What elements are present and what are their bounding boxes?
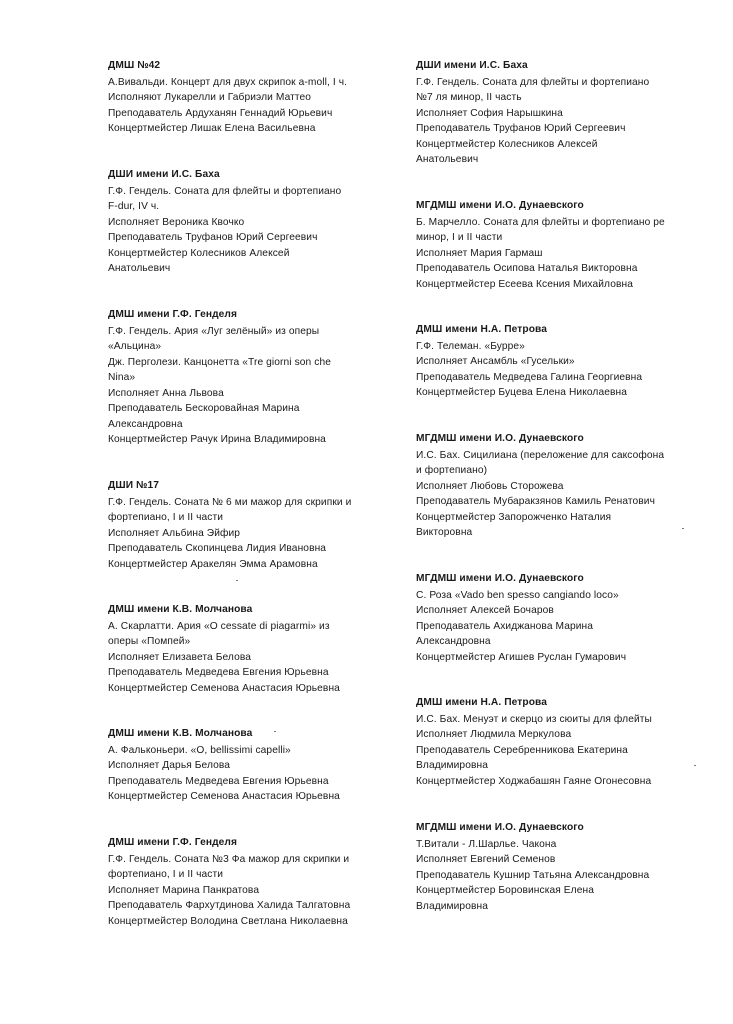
program-entry [416, 431, 678, 541]
entry-line: Концертмейстер Аракелян Эмма Арамовна [108, 558, 318, 570]
entry-line: Концертмейстер Колесников Алексей [108, 247, 290, 259]
entry-line: и фортепиано) [416, 465, 488, 476]
entry-line: фортепиано, I и II части [108, 869, 224, 880]
entry-line: И.С. Бах. Сицилиана (переложение для саксофона [416, 449, 665, 461]
entry-line: Концертмейстер Агишев Руслан Гумарович [416, 651, 627, 663]
school-name: ДМШ имени Г.Ф. Генделя [108, 837, 238, 848]
entry-line: Преподаватель Бескоровайная Марина [108, 403, 300, 414]
entry-line: Преподаватель Ардуханян Геннадий Юрьевич [108, 107, 333, 119]
program-entry [108, 835, 380, 929]
entry-line: «Альцина» [108, 341, 162, 352]
school-name: ДШИ имени И.С. Баха [416, 60, 528, 71]
entry-line: Исполняет Альбина Эйфир [108, 527, 241, 539]
entry-line: Концертмейстер Рачук Ирина Владимировна [108, 434, 326, 445]
entry-line: оперы «Помпей» [108, 636, 191, 647]
program-entry [416, 198, 678, 292]
school-name: МГДМШ имени И.О. Дунаевского [416, 573, 584, 584]
school-name: ДШИ имени И.С. Баха [108, 169, 220, 180]
entry-line: Исполняет Любовь Сторожева [416, 480, 564, 492]
entry-line: Б. Марчелло. Соната для флейты и фортепиано ре [416, 216, 665, 228]
entry-line: Преподаватель Мубаракзянов Камиль Ренатович [416, 496, 656, 507]
entry-line: Александровна [108, 418, 183, 430]
program-entry [108, 167, 380, 277]
entry-line: А.Вивальди. Концерт для двух скрипок a-moll, I ч. [108, 76, 348, 88]
entry-line: Nina» [108, 372, 136, 383]
entry-line: Преподаватель Медведева Галина Георгиевна [416, 371, 643, 383]
program-entry [416, 820, 678, 914]
program-entry [416, 571, 678, 665]
entry-line: Преподаватель Осипова Наталья Викторовна [416, 263, 638, 274]
entry-line: Исполняет Мария Гармаш [416, 247, 543, 259]
scan-speck [274, 731, 276, 732]
entry-line: Преподаватель Ахиджанова Марина [416, 620, 594, 632]
entry-line: Исполняют Лукарелли и Габриэли Маттео [108, 92, 312, 103]
scan-speck [682, 528, 684, 529]
entry-line: минор, I и II части [416, 232, 503, 243]
entry-line: Концертмейстер Колесников Алексей [416, 138, 598, 150]
school-name: МГДМШ имени И.О. Дунаевского [416, 200, 584, 211]
scan-speck [694, 765, 696, 766]
entry-line: Преподаватель Фархутдинова Халида Талгатовна [108, 900, 351, 911]
entry-line: Концертмейстер Семенова Анастасия Юрьевна [108, 791, 340, 802]
school-name: МГДМШ имени И.О. Дунаевского [416, 433, 584, 444]
school-name: ДМШ №42 [108, 60, 161, 71]
school-name: МГДМШ имени И.О. Дунаевского [416, 822, 584, 833]
entry-line: Преподаватель Медведева Евгения Юрьевна [108, 667, 329, 678]
entry-line: Преподаватель Серебренникова Екатерина [416, 744, 628, 756]
program-entry [108, 602, 380, 696]
entry-line: С. Роза «Vado ben spesso cangiando loco» [416, 589, 619, 601]
entry-line: Г.Ф. Гендель. Соната № 6 ми мажор для скрипки и [108, 496, 352, 508]
program-entry [108, 58, 380, 137]
entry-line: Викторовна [416, 527, 473, 538]
entry-line: фортепиано, I и II части [108, 512, 224, 523]
entry-line: И.С. Бах. Менуэт и скерцо из сюиты для флейты [416, 713, 652, 725]
entry-line: А. Фальконьери. «O, bellissimi capelli» [108, 744, 291, 756]
entry-line: Г.Ф. Телеман. «Бурре» [416, 340, 525, 352]
entry-line: Исполняет Евгений Семенов [416, 854, 556, 865]
entry-line: Концертмейстер Буцева Елена Николаевна [416, 387, 627, 398]
program-entry [108, 726, 380, 805]
entry-line: Анатольевич [416, 154, 479, 165]
entry-line: Преподаватель Труфанов Юрий Сергеевич [108, 232, 318, 243]
school-name: ДМШ имени К.В. Молчанова [108, 728, 253, 739]
entry-line: Исполняет Елизавета Белова [108, 651, 252, 663]
entry-line: Исполняет Людмила Меркулова [416, 729, 572, 740]
entry-line: №7 ля минор, II часть [416, 92, 522, 103]
school-name: ДМШ имени К.В. Молчанова [108, 604, 253, 615]
entry-line: Г.Ф. Гендель. Соната для флейты и фортепиано [416, 76, 650, 88]
entry-line: Анатольевич [108, 263, 171, 274]
entry-line: Исполняет Дарья Белова [108, 760, 231, 771]
school-name: ДМШ имени Н.А. Петрова [416, 697, 548, 708]
entry-line: Исполняет Алексей Бочаров [416, 605, 554, 616]
entry-line: Концертмейстер Семенова Анастасия Юрьевна [108, 682, 340, 694]
entry-line: Концертмейстер Володина Светлана Николаевна [108, 915, 348, 927]
entry-line: Г.Ф. Гендель. Ария «Луг зелёный» из оперы [108, 325, 320, 337]
entry-line: А. Скарлатти. Ария «O cessate di piagarmi» из [108, 620, 330, 632]
entry-line: Преподаватель Скопинцева Лидия Ивановна [108, 543, 327, 554]
entry-line: Концертмейстер Боровинская Елена [416, 885, 594, 896]
entry-line: Концертмейстер Лишак Елена Васильевна [108, 123, 316, 134]
program-entry [416, 695, 678, 789]
entry-line: Владимировна [416, 900, 488, 912]
entry-line: Преподаватель Кушнир Татьяна Александровна [416, 869, 650, 881]
entry-line: Исполняет София Нарышкина [416, 107, 563, 119]
entry-line: Дж. Перголези. Канцонетта «Tre giorni son che [108, 356, 331, 368]
entry-line: Преподаватель Медведева Евгения Юрьевна [108, 775, 329, 787]
program-entry [108, 478, 380, 572]
school-name: ДМШ имени Н.А. Петрова [416, 324, 548, 335]
program-entry [416, 322, 678, 401]
entry-line: Александровна [416, 636, 491, 647]
entry-line: Владимировна [416, 760, 488, 771]
scan-speck [236, 580, 238, 581]
entry-line: Исполняет Вероника Квочко [108, 216, 245, 228]
entry-line: Преподаватель Труфанов Юрий Сергеевич [416, 123, 626, 134]
program-entry [108, 307, 380, 448]
entry-line: Г.Ф. Гендель. Соната для флейты и фортепиано [108, 185, 342, 197]
entry-line: F-dur, IV ч. [108, 201, 160, 212]
entry-line: Концертмейстер Ходжабашян Гаяне Огонесовна [416, 775, 652, 787]
entry-line: Исполняет Марина Панкратова [108, 884, 260, 896]
entry-line: Г.Ф. Гендель. Соната №3 Фа мажор для скрипки и [108, 853, 350, 865]
entry-line: Т.Витали - Л.Шарлье. Чакона [416, 838, 557, 850]
entry-line: Исполняет Анна Львова [108, 387, 224, 399]
entry-line: Концертмейстер Запорожченко Наталия [416, 511, 612, 523]
entry-line: Концертмейстер Есеева Ксения Михайловна [416, 278, 633, 290]
program-entry [416, 58, 678, 168]
school-name: ДМШ имени Г.Ф. Генделя [108, 309, 238, 320]
school-name: ДШИ №17 [108, 480, 160, 491]
entry-line: Исполняет Ансамбль «Гусельки» [416, 356, 575, 367]
